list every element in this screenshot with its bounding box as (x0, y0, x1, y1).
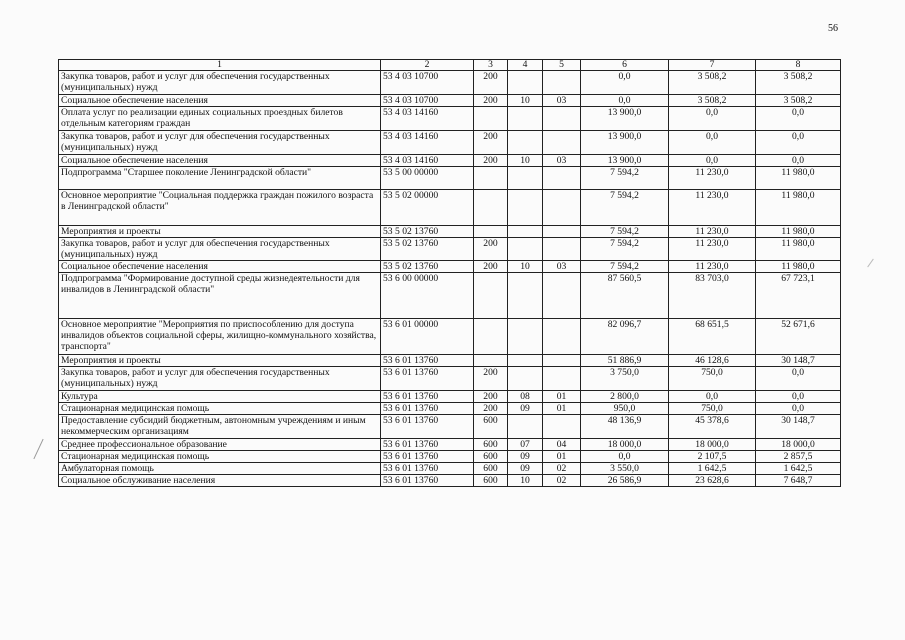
row-value-col6: 26 586,9 (581, 475, 669, 487)
row-value-col6: 51 886,9 (581, 355, 669, 367)
row-subsection: 02 (543, 463, 581, 475)
row-expense-type (474, 319, 508, 355)
row-section (508, 319, 543, 355)
row-value-col6: 2 800,0 (581, 391, 669, 403)
table-row (59, 451, 841, 463)
row-expense-type: 200 (474, 95, 508, 107)
row-value-col6: 18 000,0 (581, 439, 669, 451)
row-value-col8: 0,0 (756, 131, 841, 155)
row-subsection: 02 (543, 475, 581, 487)
row-section (508, 415, 543, 439)
row-value-col7: 3 508,2 (669, 71, 756, 95)
row-value-col7: 11 230,0 (669, 190, 756, 226)
row-value-col6: 82 096,7 (581, 319, 669, 355)
table-row (59, 415, 841, 439)
row-expense-type (474, 273, 508, 319)
row-expense-type: 600 (474, 475, 508, 487)
row-name: Стационарная медицинская помощь (59, 403, 381, 415)
row-value-col7: 750,0 (669, 367, 756, 391)
table-row (59, 355, 841, 367)
row-subsection (543, 226, 581, 238)
row-value-col7: 11 230,0 (669, 238, 756, 261)
row-subsection (543, 238, 581, 261)
row-value-col8: 2 857,5 (756, 451, 841, 463)
row-subsection (543, 107, 581, 131)
row-name: Предоставление субсидий бюджетным, автономным учреждениям и иным некоммерческим организациям (59, 415, 381, 439)
row-value-col7: 23 628,6 (669, 475, 756, 487)
table-row (59, 95, 841, 107)
row-code: 53 6 01 13760 (381, 403, 474, 415)
budget-table (58, 59, 841, 487)
row-expense-type: 600 (474, 439, 508, 451)
row-value-col7: 3 508,2 (669, 95, 756, 107)
row-expense-type (474, 226, 508, 238)
row-section (508, 71, 543, 95)
row-subsection (543, 131, 581, 155)
row-section (508, 131, 543, 155)
row-section (508, 190, 543, 226)
row-section: 10 (508, 155, 543, 167)
row-code: 53 5 02 13760 (381, 238, 474, 261)
row-code: 53 5 02 13760 (381, 226, 474, 238)
row-section: 08 (508, 391, 543, 403)
row-value-col6: 87 560,5 (581, 273, 669, 319)
row-value-col6: 7 594,2 (581, 261, 669, 273)
row-value-col7: 45 378,6 (669, 415, 756, 439)
row-value-col8: 11 980,0 (756, 167, 841, 190)
row-section: 09 (508, 451, 543, 463)
row-name: Закупка товаров, работ и услуг для обеспечения государственных (муниципальных) нужд (59, 238, 381, 261)
row-expense-type: 600 (474, 451, 508, 463)
row-section: 10 (508, 261, 543, 273)
row-value-col8: 30 148,7 (756, 355, 841, 367)
row-value-col7: 0,0 (669, 155, 756, 167)
column-header: 4 (508, 60, 543, 71)
row-expense-type: 600 (474, 415, 508, 439)
row-code: 53 6 01 13760 (381, 475, 474, 487)
table-row (59, 463, 841, 475)
row-expense-type: 200 (474, 391, 508, 403)
header-row (59, 60, 841, 71)
row-code: 53 5 02 13760 (381, 261, 474, 273)
row-subsection (543, 190, 581, 226)
page-number: 56 (828, 23, 838, 34)
row-value-col6: 13 900,0 (581, 107, 669, 131)
row-code: 53 5 02 00000 (381, 190, 474, 226)
row-name: Социальное обслуживание населения (59, 475, 381, 487)
row-subsection (543, 415, 581, 439)
column-header: 1 (59, 60, 381, 71)
row-subsection: 01 (543, 403, 581, 415)
table-row (59, 71, 841, 95)
row-code: 53 6 01 13760 (381, 463, 474, 475)
column-header: 2 (381, 60, 474, 71)
row-value-col6: 13 900,0 (581, 155, 669, 167)
row-name: Закупка товаров, работ и услуг для обеспечения государственных (муниципальных) нужд (59, 71, 381, 95)
row-value-col8: 11 980,0 (756, 238, 841, 261)
row-name: Мероприятия и проекты (59, 355, 381, 367)
row-subsection: 03 (543, 95, 581, 107)
row-value-col7: 46 128,6 (669, 355, 756, 367)
row-value-col7: 11 230,0 (669, 226, 756, 238)
row-value-col7: 68 651,5 (669, 319, 756, 355)
row-value-col6: 48 136,9 (581, 415, 669, 439)
row-value-col7: 750,0 (669, 403, 756, 415)
table-row (59, 391, 841, 403)
row-value-col8: 3 508,2 (756, 71, 841, 95)
row-value-col8: 0,0 (756, 391, 841, 403)
row-section: 10 (508, 475, 543, 487)
row-code: 53 4 03 14160 (381, 107, 474, 131)
row-value-col7: 1 642,5 (669, 463, 756, 475)
table-row (59, 238, 841, 261)
table-row (59, 190, 841, 226)
row-subsection: 03 (543, 261, 581, 273)
row-code: 53 4 03 10700 (381, 95, 474, 107)
row-code: 53 6 01 00000 (381, 319, 474, 355)
table-row (59, 261, 841, 273)
row-subsection: 04 (543, 439, 581, 451)
table-row (59, 107, 841, 131)
column-header: 5 (543, 60, 581, 71)
table-row (59, 367, 841, 391)
row-name: Основное мероприятие "Социальная поддержка граждан пожилого возраста в Ленинградской области" (59, 190, 381, 226)
row-section (508, 226, 543, 238)
row-expense-type: 600 (474, 463, 508, 475)
row-code: 53 6 01 13760 (381, 355, 474, 367)
row-code: 53 4 03 14160 (381, 155, 474, 167)
row-value-col8: 52 671,6 (756, 319, 841, 355)
row-value-col8: 11 980,0 (756, 190, 841, 226)
row-section: 10 (508, 95, 543, 107)
row-name: Подпрограмма "Старшее поколение Ленинградской области" (59, 167, 381, 190)
row-value-col7: 11 230,0 (669, 167, 756, 190)
scan-mark (867, 259, 874, 268)
row-subsection (543, 367, 581, 391)
row-section (508, 367, 543, 391)
row-value-col8: 1 642,5 (756, 463, 841, 475)
row-section (508, 167, 543, 190)
row-name: Закупка товаров, работ и услуг для обеспечения государственных (муниципальных) нужд (59, 367, 381, 391)
row-value-col6: 0,0 (581, 95, 669, 107)
row-subsection: 03 (543, 155, 581, 167)
row-name: Мероприятия и проекты (59, 226, 381, 238)
row-subsection (543, 355, 581, 367)
row-subsection (543, 273, 581, 319)
row-section (508, 107, 543, 131)
row-code: 53 6 01 13760 (381, 451, 474, 463)
row-value-col8: 67 723,1 (756, 273, 841, 319)
row-value-col8: 30 148,7 (756, 415, 841, 439)
row-value-col7: 0,0 (669, 391, 756, 403)
row-value-col7: 83 703,0 (669, 273, 756, 319)
row-section (508, 355, 543, 367)
row-name: Подпрограмма "Формирование доступной среды жизнедеятельности для инвалидов в Ленинградской области" (59, 273, 381, 319)
row-name: Социальное обеспечение населения (59, 155, 381, 167)
row-expense-type (474, 190, 508, 226)
row-code: 53 6 00 00000 (381, 273, 474, 319)
table-row (59, 167, 841, 190)
table-row (59, 226, 841, 238)
row-section: 09 (508, 463, 543, 475)
row-value-col8: 11 980,0 (756, 226, 841, 238)
table-row (59, 131, 841, 155)
row-code: 53 6 01 13760 (381, 439, 474, 451)
table-row (59, 439, 841, 451)
row-value-col8: 0,0 (756, 107, 841, 131)
row-expense-type: 200 (474, 155, 508, 167)
row-name: Среднее профессиональное образование (59, 439, 381, 451)
row-subsection: 01 (543, 391, 581, 403)
row-subsection (543, 71, 581, 95)
row-code: 53 6 01 13760 (381, 415, 474, 439)
row-value-col6: 950,0 (581, 403, 669, 415)
row-value-col7: 2 107,5 (669, 451, 756, 463)
column-header: 3 (474, 60, 508, 71)
row-code: 53 6 01 13760 (381, 391, 474, 403)
row-expense-type (474, 107, 508, 131)
row-code: 53 6 01 13760 (381, 367, 474, 391)
row-section (508, 273, 543, 319)
row-value-col8: 3 508,2 (756, 95, 841, 107)
row-value-col8: 0,0 (756, 403, 841, 415)
row-expense-type: 200 (474, 131, 508, 155)
row-expense-type (474, 167, 508, 190)
column-header: 6 (581, 60, 669, 71)
row-value-col8: 7 648,7 (756, 475, 841, 487)
row-value-col8: 0,0 (756, 155, 841, 167)
column-header: 8 (756, 60, 841, 71)
row-value-col7: 11 230,0 (669, 261, 756, 273)
row-expense-type (474, 355, 508, 367)
row-name: Культура (59, 391, 381, 403)
row-name: Социальное обеспечение населения (59, 95, 381, 107)
row-value-col6: 7 594,2 (581, 167, 669, 190)
table-row (59, 319, 841, 355)
table-row (59, 403, 841, 415)
row-name: Социальное обеспечение населения (59, 261, 381, 273)
row-name: Закупка товаров, работ и услуг для обеспечения государственных (муниципальных) нужд (59, 131, 381, 155)
row-name: Амбулаторная помощь (59, 463, 381, 475)
row-value-col7: 18 000,0 (669, 439, 756, 451)
row-value-col6: 7 594,2 (581, 190, 669, 226)
row-section: 09 (508, 403, 543, 415)
column-header: 7 (669, 60, 756, 71)
row-name: Стационарная медицинская помощь (59, 451, 381, 463)
row-expense-type: 200 (474, 238, 508, 261)
row-section: 07 (508, 439, 543, 451)
row-value-col7: 0,0 (669, 131, 756, 155)
table-row (59, 273, 841, 319)
row-expense-type: 200 (474, 261, 508, 273)
row-code: 53 5 00 00000 (381, 167, 474, 190)
row-value-col6: 0,0 (581, 71, 669, 95)
row-value-col8: 18 000,0 (756, 439, 841, 451)
table-row (59, 475, 841, 487)
row-value-col6: 0,0 (581, 451, 669, 463)
row-expense-type: 200 (474, 71, 508, 95)
scan-mark (33, 439, 43, 459)
row-value-col8: 11 980,0 (756, 261, 841, 273)
row-code: 53 4 03 14160 (381, 131, 474, 155)
row-value-col7: 0,0 (669, 107, 756, 131)
row-value-col6: 3 550,0 (581, 463, 669, 475)
row-expense-type: 200 (474, 367, 508, 391)
row-expense-type: 200 (474, 403, 508, 415)
row-subsection (543, 319, 581, 355)
row-value-col6: 7 594,2 (581, 226, 669, 238)
row-subsection (543, 167, 581, 190)
row-section (508, 238, 543, 261)
row-value-col6: 13 900,0 (581, 131, 669, 155)
row-code: 53 4 03 10700 (381, 71, 474, 95)
row-subsection: 01 (543, 451, 581, 463)
row-name: Основное мероприятие "Мероприятия по приспособлению для доступа инвалидов объектов социальной сферы, жилищно-коммунального хозяйства, транспорта" (59, 319, 381, 355)
row-value-col8: 0,0 (756, 367, 841, 391)
table-row (59, 155, 841, 167)
row-value-col6: 3 750,0 (581, 367, 669, 391)
row-name: Оплата услуг по реализации единых социальных проездных билетов отдельным категориям граждан (59, 107, 381, 131)
row-value-col6: 7 594,2 (581, 238, 669, 261)
